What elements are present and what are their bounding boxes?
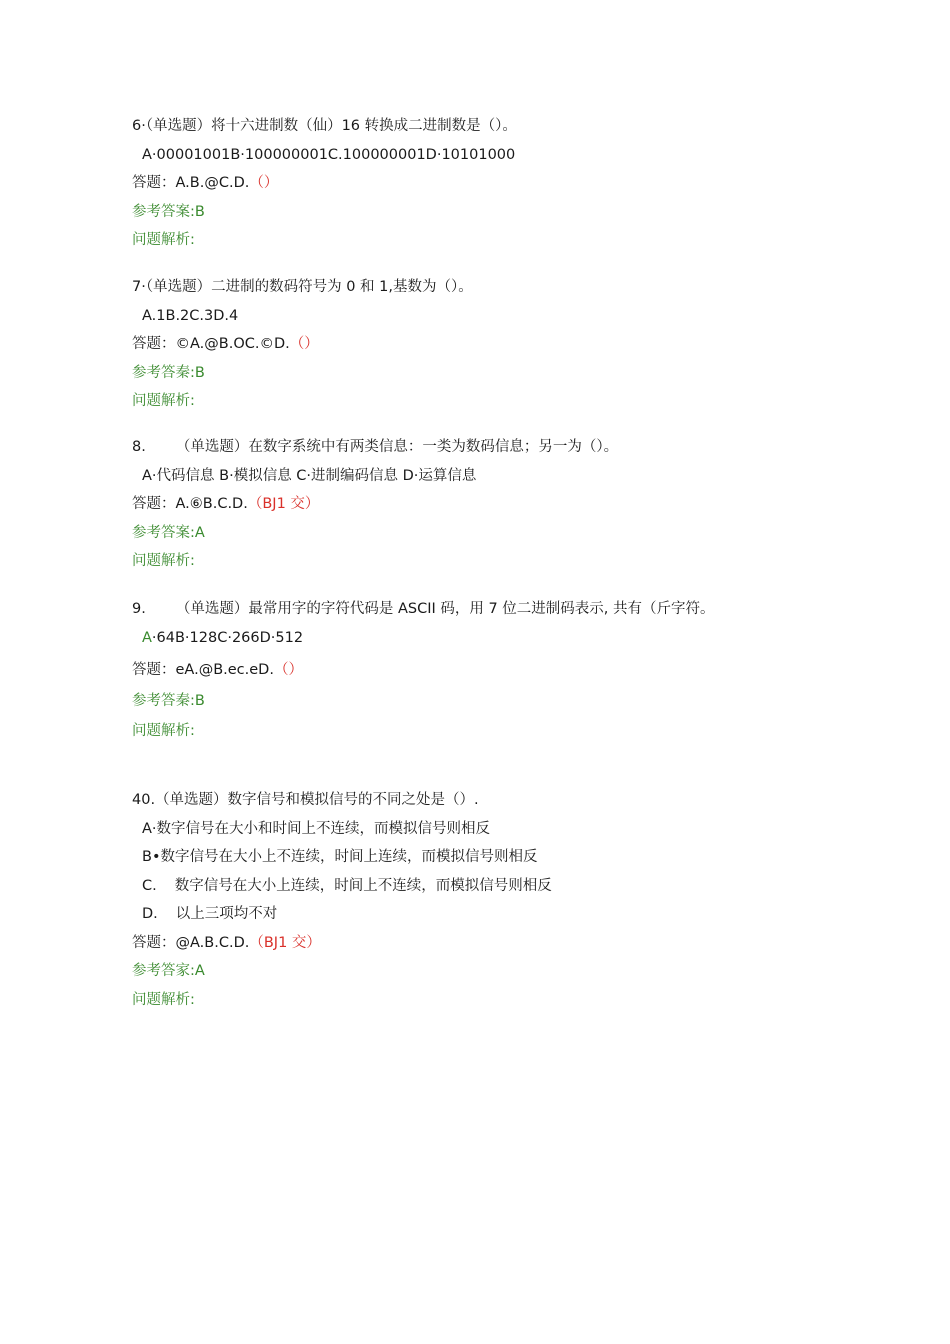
option-c-text: 数字信号在大小上连续，时间上不连续，而模拟信号则相反 <box>174 877 552 894</box>
question-6 <box>132 112 832 255</box>
option-c-label: C. <box>142 877 157 894</box>
option-a: A·数字信号在大小和时间上不连续，而模拟信号则相反 <box>142 820 491 837</box>
option-values: ·64B·128C·266D·512 <box>151 629 304 646</box>
answer-status: （BJ1 交） <box>249 934 321 951</box>
question-number: 8. <box>132 439 146 455</box>
question-stem-line <box>132 433 832 462</box>
reference-answer: 参考答秦:B <box>132 692 205 709</box>
question-stem: （单选题）在数字系统中有两类信息：一类为数码信息；另一为（）。 <box>175 439 619 455</box>
option-d-label: D. <box>142 906 158 922</box>
answer-choices: 答题：A.⑥B.C.D. <box>132 496 248 512</box>
answer-choices: 答题：eA.@B.ec.eD. <box>132 662 274 678</box>
option-d <box>132 900 832 929</box>
question-8 <box>132 433 832 576</box>
question-options <box>132 624 832 653</box>
analysis-label: 问题解析: <box>132 723 195 739</box>
reference-answer: 参考答家:A <box>132 963 205 979</box>
answer-choices: 答题：A.B.@C.D. <box>132 175 250 191</box>
question-40 <box>132 786 832 1014</box>
question-options: A.1B.2C.3D.4 <box>142 307 239 324</box>
answer-line <box>132 929 832 958</box>
question-options: A·代码信息 B·模拟信息 C·进制编码信息 D·运算信息 <box>142 467 477 484</box>
answer-status: （） <box>249 175 279 191</box>
option-b: B•数字信号在大小上不连续，时间上连续，而模拟信号则相反 <box>142 849 538 865</box>
question-stem: （单选题）最常用字的字符代码是 ASCII 码，用 7 位二进制码表示, 共有（斤字符。 <box>175 601 715 617</box>
reference-answer: 参考答秦:B <box>132 364 205 381</box>
question-options: A·00001001B·100000001C.100000001D·10101000 <box>142 146 516 163</box>
analysis-label: 问题解析: <box>132 991 195 1008</box>
question-stem: 40.（单选题）数字信号和模拟信号的不同之处是（）. <box>132 792 479 808</box>
answer-line <box>132 656 832 685</box>
analysis-label: 问题解析: <box>132 393 195 409</box>
answer-status: （BJ1 交） <box>247 496 320 512</box>
analysis-label: 问题解析: <box>132 553 195 569</box>
answer-choices: 答题：©A.@B.OC.©D. <box>132 336 290 352</box>
answer-line <box>132 169 832 198</box>
option-c <box>132 872 832 901</box>
option-a-label: A <box>142 629 152 646</box>
reference-answer: 参考答案:A <box>132 524 205 541</box>
answer-line <box>132 330 832 359</box>
question-stem: 7·（单选题）二进制的数码符号为 0 和 1,基数为（）。 <box>132 279 473 295</box>
option-d-text: 以上三项均不对 <box>175 906 278 922</box>
reference-answer: 参考答案:B <box>132 203 205 220</box>
question-9 <box>132 595 832 746</box>
answer-choices: 答题：@A.B.C.D. <box>132 934 250 951</box>
answer-status: （） <box>273 662 303 678</box>
question-number: 9. <box>132 601 146 617</box>
answer-status: （） <box>289 336 319 352</box>
question-7 <box>132 273 832 416</box>
question-stem: 6·（单选题）将十六进制数（仙）16 转换成二进制数是（）。 <box>132 118 517 134</box>
question-stem-line <box>132 595 832 624</box>
answer-line <box>132 490 832 519</box>
analysis-label: 问题解析: <box>132 232 195 248</box>
